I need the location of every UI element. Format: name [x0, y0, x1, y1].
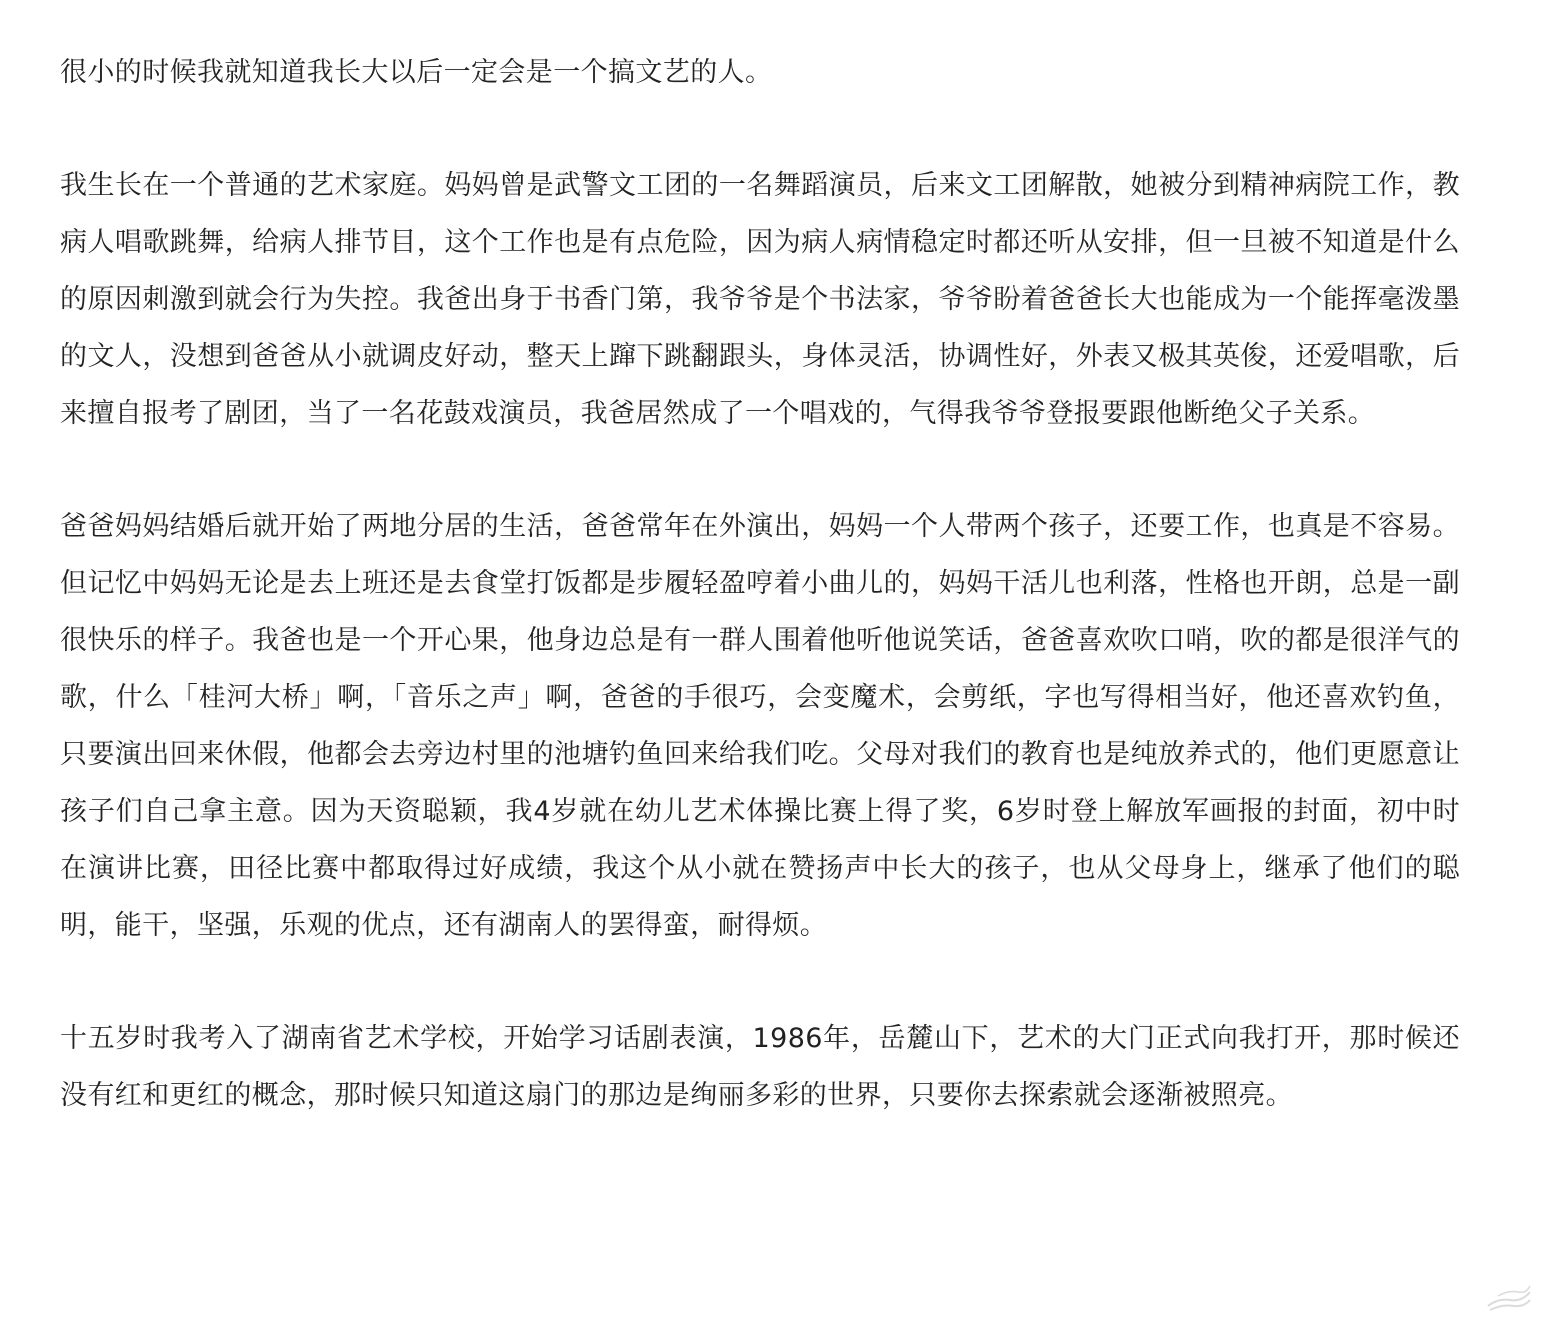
- paragraph-4: 十五岁时我考入了湖南省艺术学校，开始学习话剧表演，1986年，岳麓山下，艺术的大门正式向我打开，那时候还没有红和更红的概念，那时候只知道这扇门的那边是绚丽多彩的世界，只要你去探索就会逐渐被照亮。: [60, 1023, 1460, 1111]
- paragraph-1: 很小的时候我就知道我长大以后一定会是一个搞文艺的人。: [60, 57, 773, 88]
- paragraph-2: 我生长在一个普通的艺术家庭。妈妈曾是武警文工团的一名舞蹈演员，后来文工团解散，她被分到精神病院工作，教病人唱歌跳舞，给病人排节目，这个工作也是有点危险，因为病人病情稳定时都还听从安排，但一旦被不知道是什么的原因刺激到就会行为失控。我爸出身于书香门第，我爷爷是个书法家，爷爷盼着爸爸长大也能成为一个能挥毫泼墨的文人，没想到爸爸从小就调皮好动，整天上蹿下跳翻跟头，身体灵活，协调性好，外表又极其英俊，还爱唱歌，后来擅自报考了剧团，当了一名花鼓戏演员，我爸居然成了一个唱戏的，气得我爷爷登报要跟他断绝父子关系。: [60, 170, 1460, 429]
- paragraph-3: 爸爸妈妈结婚后就开始了两地分居的生活，爸爸常年在外演出，妈妈一个人带两个孩子，还要工作，也真是不容易。但记忆中妈妈无论是去上班还是去食堂打饭都是步履轻盈哼着小曲儿的，妈妈干活儿也利落，性格也开朗，总是一副很快乐的样子。我爸也是一个开心果，他身边总是有一群人围着他听他说笑话，爸爸喜欢吹口哨，吹的都是很洋气的歌，什么「桂河大桥」啊，「音乐之声」啊，爸爸的手很巧，会变魔术，会剪纸，字也写得相当好，他还喜欢钓鱼，只要演出回来休假，他都会去旁边村里的池塘钓鱼回来给我们吃。父母对我们的教育也是纯放养式的，他们更愿意让孩子们自己拿主意。因为天资聪颖，我4岁就在幼儿艺术体操比赛上得了奖，6岁时登上解放军画报的封面，初中时在演讲比赛，田径比赛中都取得过好成绩，我这个从小就在赞扬声中长大的孩子，也从父母身上，继承了他们的聪明，能干，坚强，乐观的优点，还有湖南人的罢得蛮，耐得烦。: [60, 511, 1460, 941]
- scroll-watermark-icon: [1484, 1276, 1534, 1316]
- article-body: [60, 44, 1460, 1124]
